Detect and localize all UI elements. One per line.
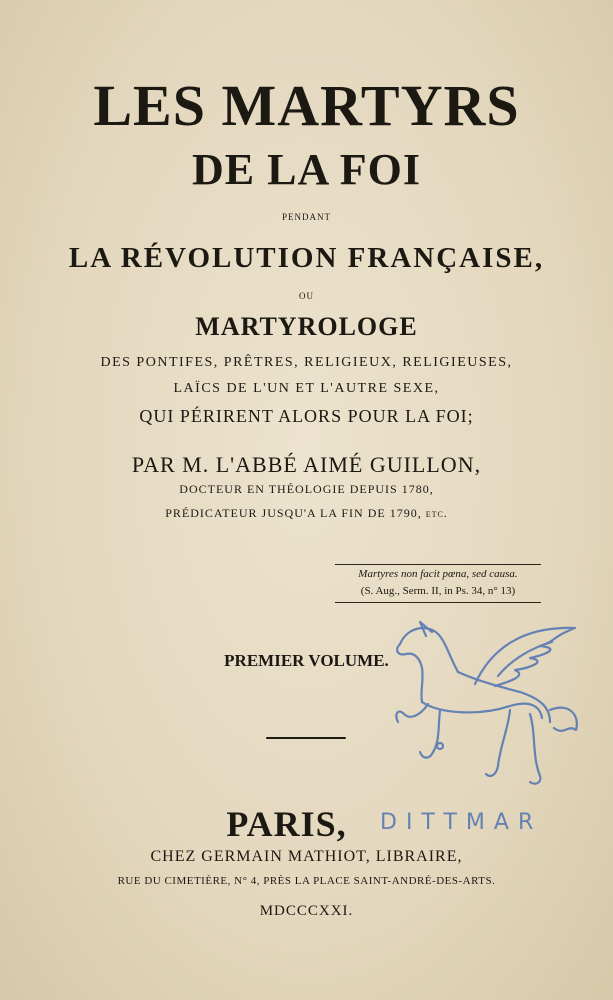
address: RUE DU CIMETIÈRE, N° 4, PRÈS LA PLACE SAINT-ANDRÉ-DES-ARTS. bbox=[117, 875, 496, 887]
ou-label: OU bbox=[299, 291, 314, 301]
publisher: CHEZ GERMAIN MATHIOT, LIBRAIRE, bbox=[150, 848, 463, 865]
author-detail-1: DOCTEUR EN THÉOLOGIE DEPUIS 1780, bbox=[179, 482, 434, 496]
author-detail-2: PRÉDICATEUR JUSQU'A LA FIN DE 1790, etc. bbox=[165, 506, 448, 520]
epigraph-rule-top bbox=[335, 564, 541, 565]
subtitle-line-3: QUI PÉRIRENT ALORS POUR LA FOI; bbox=[139, 406, 474, 426]
pegasus-icon bbox=[380, 606, 585, 806]
subtitle-line-2: LAÏCS DE L'UN ET L'AUTRE SEXE, bbox=[173, 381, 440, 396]
library-stamp-text: DITTMAR bbox=[380, 810, 543, 835]
pendant-label: PENDANT bbox=[282, 212, 331, 222]
epigraph-quote: Martyres non facit pœna, sed causa. bbox=[358, 568, 518, 580]
author-line: PAR M. L'ABBÉ AIMÉ GUILLON, bbox=[131, 452, 482, 477]
epigraph-rule-bottom bbox=[335, 602, 541, 603]
volume-label: PREMIER VOLUME. bbox=[224, 651, 389, 670]
city: PARIS, bbox=[226, 804, 347, 844]
title-line-4: MARTYROLOGE bbox=[195, 312, 418, 341]
subtitle-line-1: DES PONTIFES, PRÊTRES, RELIGIEUX, RELIGIEUSES, bbox=[100, 355, 513, 370]
title-line-3: LA RÉVOLUTION FRANÇAISE, bbox=[68, 242, 545, 274]
title-line-2: DE LA FOI bbox=[191, 145, 422, 194]
title-line-1: LES MARTYRS bbox=[93, 73, 520, 138]
epigraph-source: (S. Aug., Serm. II, in Ps. 34, n° 13) bbox=[360, 585, 516, 597]
ornamental-rule bbox=[266, 737, 346, 739]
year: MDCCCXXI. bbox=[259, 903, 354, 919]
